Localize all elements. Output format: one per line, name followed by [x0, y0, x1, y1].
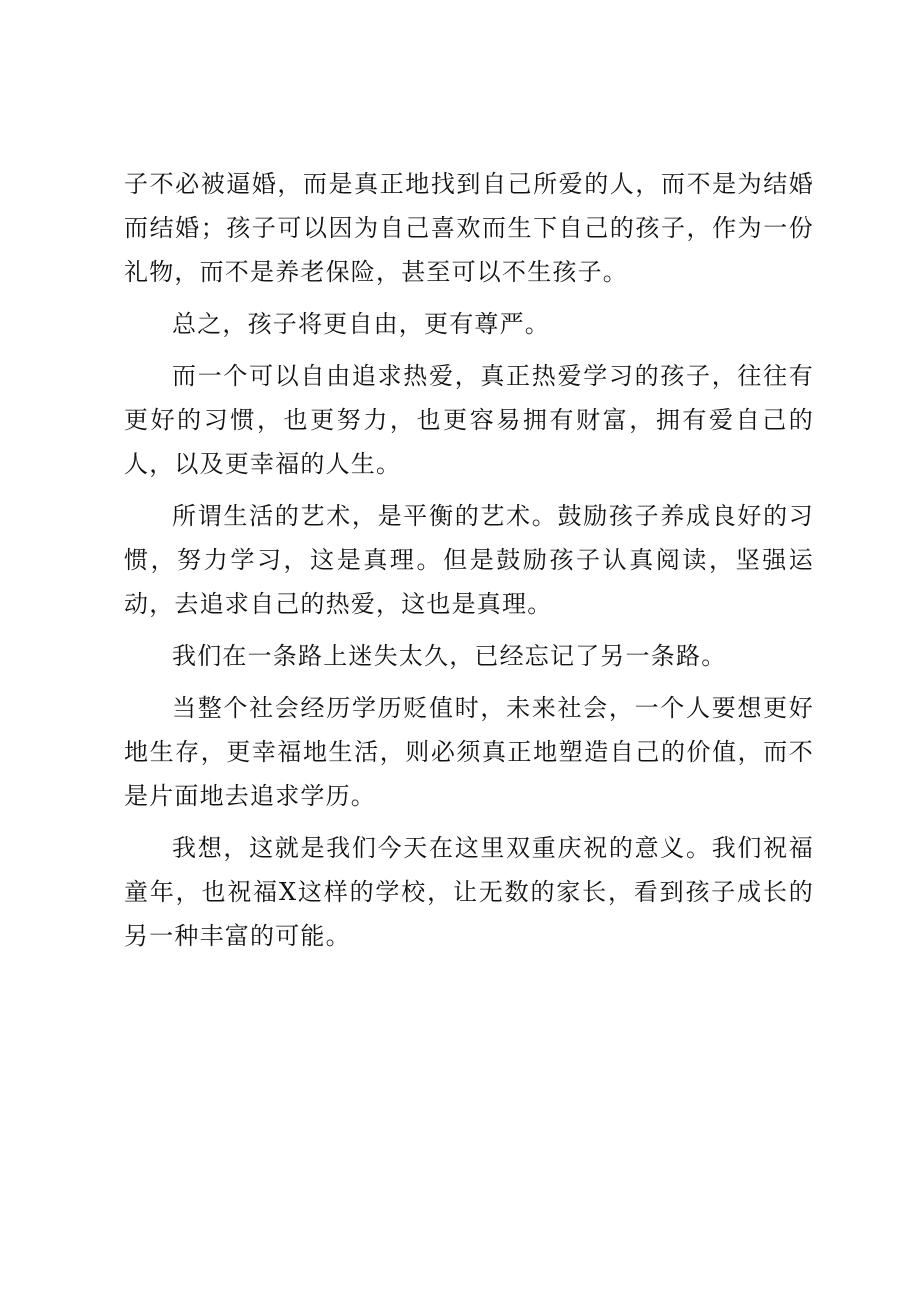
paragraph-5: 我们在一条路上迷失太久，已经忘记了另一条路。 [172, 642, 727, 670]
paragraph-1: 子不必被逼婚，而是真正地找到自己所爱的人，而不是为结婚而结婚；孩子可以因为自己喜欢而生下自己的孩子，作为一份礼物，而不是养老保险，甚至可以不生孩子。 [124, 170, 814, 286]
paragraph-6: 当整个社会经历学历贬值时，未来社会，一个人要想更好地生存，更幸福地生活，则必须真正地塑造自己的价值，而不是片面地去追求学历。 [124, 694, 814, 810]
paragraph-3: 而一个可以自由追求热爱，真正热爱学习的孩子，往往有更好的习惯，也更努力，也更容易拥有财富，拥有爱自己的人，以及更幸福的人生。 [124, 362, 814, 478]
document-body [124, 162, 814, 966]
paragraph-4: 所谓生活的艺术，是平衡的艺术。鼓励孩子养成良好的习惯，努力学习，这是真理。但是鼓励孩子认真阅读，坚强运动，去追求自己的热爱，这也是真理。 [124, 502, 814, 618]
paragraph-2: 总之，孩子将更自由，更有尊严。 [172, 310, 550, 338]
paragraph-7: 我想，这就是我们今天在这里双重庆祝的意义。我们祝福童年，也祝福X这样的学校，让无数的家长，看到孩子成长的另一种丰富的可能。 [124, 834, 814, 950]
